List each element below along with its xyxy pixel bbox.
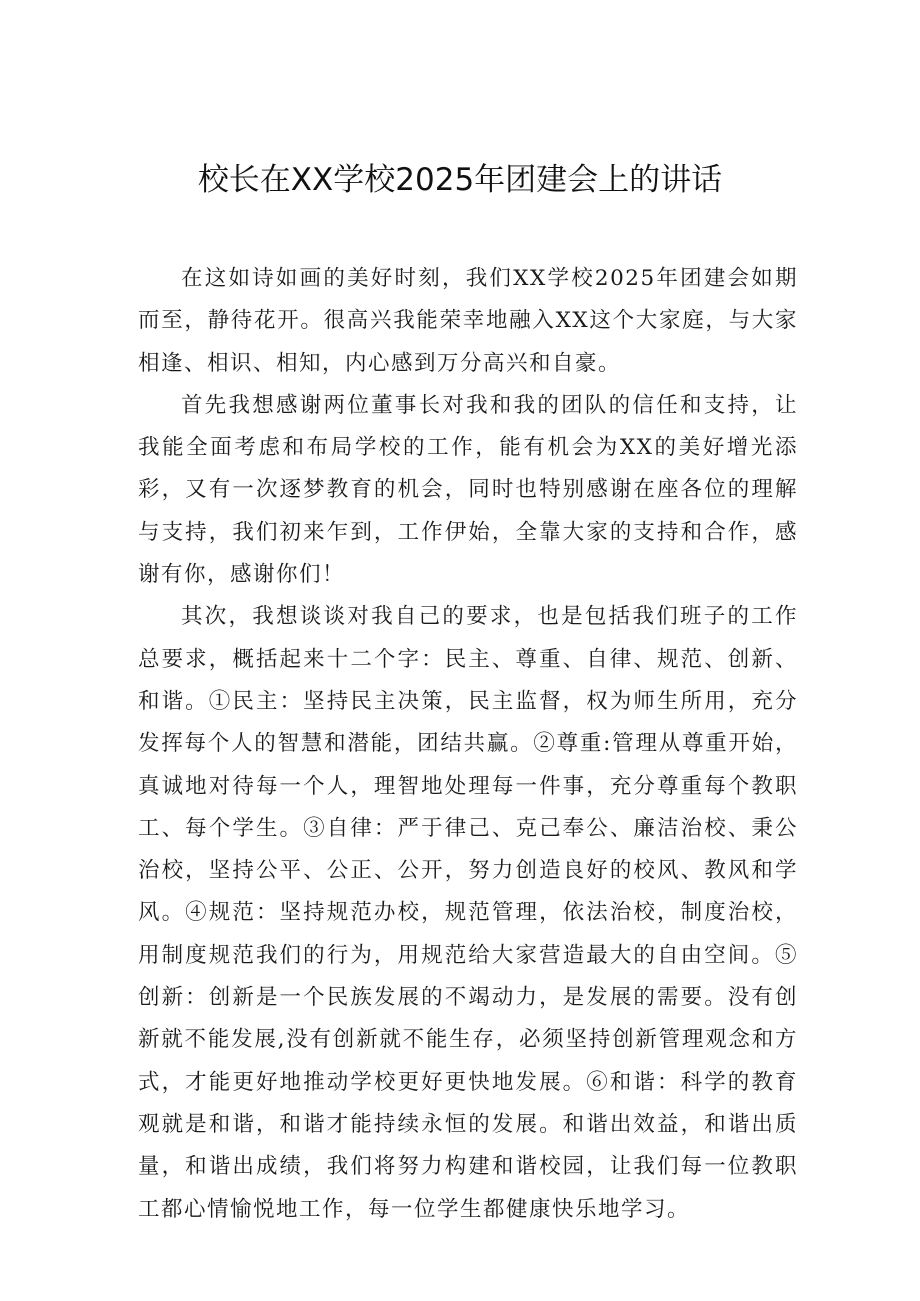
paragraph-1: 在这如诗如画的美好时刻，我们XX学校2025年团建会如期而至，静待花开。很高兴我能荣幸地融入XX这个大家庭，与大家相逢、相识、相知，内心感到万分高兴和自豪。	[138, 266, 798, 376]
paragraph-2: 首先我想感谢两位董事长对我和我的团队的信任和支持，让我能全面考虑和布局学校的工作，能有机会为XX的美好增光添彩，又有一次逐梦教育的机会，同时也特别感谢在座各位的理解与支持，我们初来乍到，工作伊始，全靠大家的支持和合作，感谢有你，感谢你们！	[138, 392, 798, 588]
document-body	[138, 258, 798, 1231]
paragraph-3: 其次，我想谈谈对我自己的要求，也是包括我们班子的工作总要求，概括起来十二个字：民主、尊重、自律、规范、创新、和谐。①民主：坚持民主决策，民主监督，权为师生所用，充分发挥每个人的智慧和潜能，团结共赢。②尊重:管理从尊重开始，真诚地对待每一个人，理智地处理每一件事，充分尊重每个教职工、每个学生。③自律：严于律己、克己奉公、廉洁治校、秉公治校，坚持公平、公正、公开，努力创造良好的校风、教风和学风。④规范：坚持规范办校，规范管理，依法治校，制度治校，用制度规范我们的行为，用规范给大家营造最大的自由空间。⑤创新：创新是一个民族发展的不竭动力，是发展的需要。没有创新就不能发展,没有创新就不能生存，必须坚持创新管理观念和方式，才能更好地推动学校更好更快地发展。⑥和谐：科学的教育观就是和谐，和谐才能持续永恒的发展。和谐出效益，和谐出质量，和谐出成绩，我们将努力构建和谐校园，让我们每一位教职工都心情愉悦地工作，每一位学生都健康快乐地学习。	[138, 604, 798, 1222]
document-title: 校长在XX学校2025年团建会上的讲话	[197, 162, 723, 198]
